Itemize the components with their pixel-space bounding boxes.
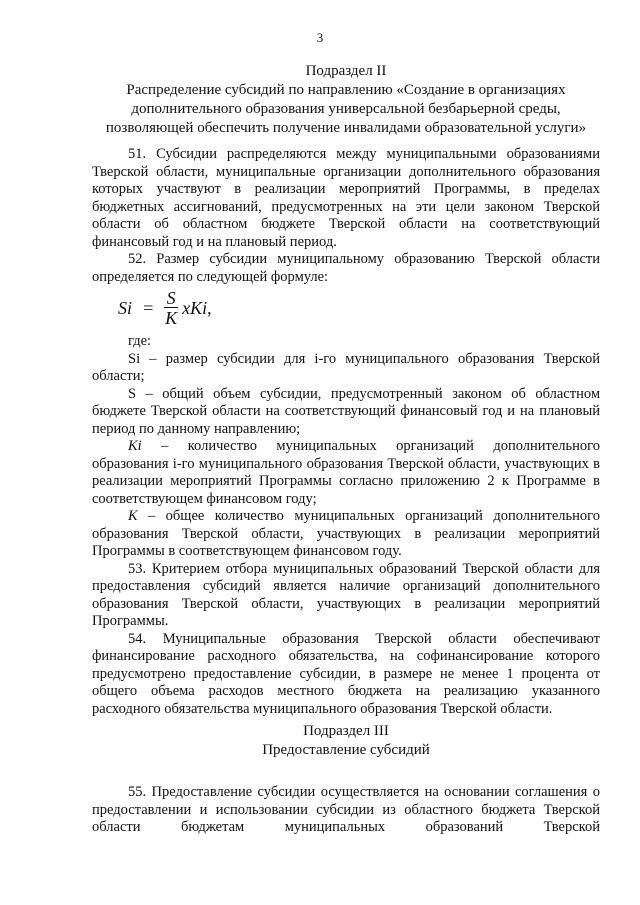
definition-k: [92, 508, 600, 561]
section-body-1: [92, 146, 600, 286]
formula-rhs: xKi: [182, 297, 208, 318]
paragraph-53: 53. Критерием отбора муниципальных образований Тверской области для предоставления субсидий является наличие организаций дополнительного образования Тверской области, участвующих в реализации мероприятий Программы.: [92, 560, 600, 629]
formula-fraction: [164, 289, 178, 328]
k-symbol: К: [128, 508, 138, 524]
subsection-3-header: [92, 722, 600, 760]
formula-lhs: Si: [118, 297, 133, 318]
ki-symbol: Ki: [128, 438, 142, 454]
subsection-3-heading: Подраздел III: [303, 723, 389, 739]
subsection-2-title-line-1: Распределение субсидий по направлению «Создание в организациях: [126, 82, 566, 98]
paragraph-52: 52. Размер субсидии муниципальному образованию Тверской области определяется по следующей формуле:: [92, 251, 600, 285]
subsection-2-heading: Подраздел II: [305, 63, 387, 79]
definition-s: S – общий объем субсидии, предусмотренный законом об областном бюджете Тверской области на соответствующий финансовый год и на плановый период по данному направлению;: [92, 385, 600, 437]
formula-denominator: K: [165, 307, 178, 328]
k-text: – общее количество муниципальных организаций дополнительного образования Тверской области, участвующих в реализации мероприятий Программы в соответствующем финансовом году.: [92, 508, 600, 559]
formula-numerator: S: [166, 287, 176, 308]
subsection-3-title: Предоставление субсидий: [262, 742, 430, 758]
definition-si: Si – размер субсидии для i-го муниципального образования Тверской области;: [92, 350, 600, 384]
paragraph-51: 51. Субсидии распределяются между муниципальными образованиями Тверской области, муниципальные организации дополнительного образования которых участвуют в реализации мероприятий Программы, в пределах бюджетных ассигнований, предусмотренных на эти цели законом Тверской области об областном бюджете Тверской области на соответствующий финансовый год и на плановый период.: [92, 146, 600, 250]
subsidy-formula: [118, 286, 212, 330]
ki-text: – количество муниципальных организаций дополнительного образования i-го муниципального образования Тверской области, участвующих в реализации мероприятий Программы согласно приложению 2 к Программе в соответствующем финансовом году;: [92, 438, 600, 507]
section-body-3: [92, 784, 600, 837]
formula-comma: ,: [207, 297, 212, 318]
paragraph-54: 54. Муниципальные образования Тверской области обеспечивают финансирование расходного обязательства, на софинансирование которого предусмотрено предоставление субсидии, в размере не менее 1 процента от общего объема расходов местного бюджета на реализацию указанного расходного обязательства муниципального образования Тверской области.: [92, 630, 600, 717]
subsection-2-header: [92, 62, 600, 138]
where-label: где:: [128, 333, 152, 349]
subsection-2-title-line-3: позволяющей обеспечить получение инвалидами образовательной услуги»: [105, 120, 587, 136]
section-body-2: [92, 333, 600, 718]
subsection-2-title-line-2: дополнительного образования универсальной безбарьерной среды,: [131, 101, 561, 117]
page-number: 3: [316, 30, 324, 45]
definition-ki: [92, 438, 600, 508]
paragraph-55: 55. Предоставление субсидии осуществляется на основании соглашения о предоставлении и использовании субсидии из областного бюджета Тверской области бюджетам муниципальных образований Тверской: [92, 784, 600, 835]
formula-equals: =: [142, 297, 155, 318]
